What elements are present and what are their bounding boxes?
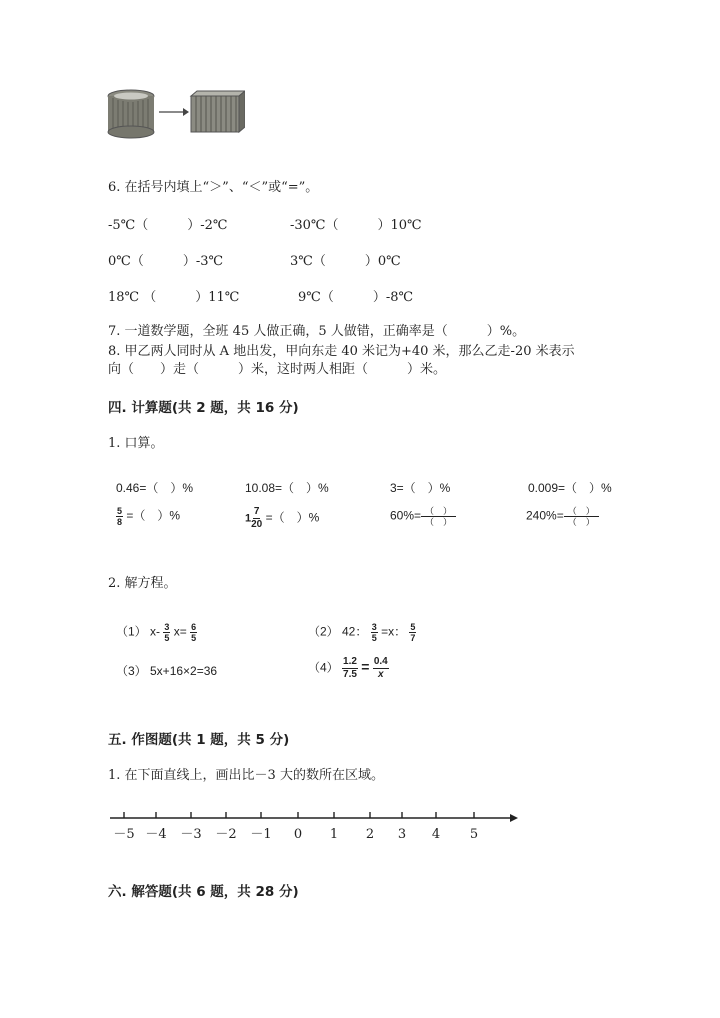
q6-item-3: 0℃（ ）-3℃ (108, 254, 224, 269)
mental-calc-5: $\frac{5}{8}$ =（ ）% (117, 506, 181, 527)
q6-title: 6. 在括号内填上“＞”、“＜”或“=”。 (108, 180, 319, 195)
fraction-7-20: $\frac{7}{20}$ (251, 506, 263, 530)
number-line-label: 1 (329, 827, 339, 842)
number-line-label: －1 (250, 827, 272, 842)
fraction-5-8: $\frac{5}{8}$ (117, 506, 123, 527)
s4-q2-title: 2. 解方程。 (108, 576, 177, 591)
section-4-title: 四. 计算题(共 2 题，共 16 分) (108, 400, 299, 416)
section-5-title: 五. 作图题(共 1 题，共 5 分) (108, 732, 290, 748)
fraction-5-7: $\frac{5}{7}$ (410, 622, 416, 643)
q6-item-4: 3℃（ ）0℃ (290, 254, 401, 269)
q6-item-1: -5℃（ ）-2℃ (108, 218, 228, 233)
number-line-label: －5 (113, 827, 135, 842)
mental-calc-1: 0.46=（ ）% (116, 481, 194, 495)
fraction-1.2-7.5: $\frac{1.2}{7.5}$ (343, 656, 357, 680)
fraction-3-5: $\frac{3}{5}$ (164, 622, 170, 643)
s4-q1-title: 1. 口算。 (108, 436, 164, 451)
number-line-label: －2 (215, 827, 237, 842)
fraction-0.4-x: $\frac{0.4}{x}$ (373, 656, 388, 680)
number-line[interactable] (108, 808, 528, 848)
q6-item-5: 18℃ （ ）11℃ (108, 290, 240, 305)
section-6-title: 六. 解答题(共 6 题，共 28 分) (108, 884, 299, 900)
q6-item-2: -30℃（ ）10℃ (290, 218, 422, 233)
equation-1: （1） x- $\frac{3}{5}$ x= $\frac{6}{5}$ (116, 622, 197, 643)
equation-4: （4） $\frac{1.2}{7.5}$ = $\frac{0.4}{x}$ (308, 656, 388, 680)
mental-calc-7: 60%= （ ） （ ） (390, 506, 456, 527)
blank-fraction: （ ） （ ） (421, 506, 456, 527)
mental-calc-4: 0.009=（ ）% (528, 481, 612, 495)
number-line-label: 0 (293, 827, 303, 842)
equation-2: （2） 42： $\frac{3}{5}$ =x： $\frac{5}{7}$ (308, 622, 416, 643)
number-line-label: －4 (145, 827, 167, 842)
equation-3: （3） 5x+16×2=36 (116, 664, 218, 678)
cylinder-to-stack-figure (105, 88, 245, 140)
mental-calc-8: 240%= （ ） （ ） (526, 506, 599, 527)
mental-calc-6: 1 $\frac{7}{20}$ =（ ）% (245, 506, 320, 530)
q8-line-2: 向（ ）走（ ）米，这时两人相距（ ）米。 (108, 362, 447, 377)
number-line-arrow (510, 814, 518, 822)
s5-q1-text: 1. 在下面直线上，画出比－3 大的数所在区域。 (108, 768, 384, 783)
cylinder-figure-svg (105, 88, 245, 140)
q8-line-1: 8. 甲乙两人同时从 A 地出发，甲向东走 40 米记为+40 米，那么乙走-20 米表示 (108, 344, 575, 359)
number-line-label: 2 (365, 827, 375, 842)
number-line-label: 3 (397, 827, 407, 842)
number-line-svg (108, 808, 528, 848)
q6-item-6: 9℃（ ）-8℃ (298, 290, 414, 305)
mental-calc-2: 10.08=（ ）% (245, 481, 329, 495)
fraction-6-5: $\frac{6}{5}$ (191, 622, 197, 643)
mental-calc-3: 3=（ ）% (390, 481, 451, 495)
q7-text: 7. 一道数学题，全班 45 人做正确，5 人做错，正确率是（ ）%。 (108, 324, 526, 339)
blank-fraction: （ ） （ ） (564, 506, 599, 527)
number-line-label: 4 (431, 827, 441, 842)
number-line-label: 5 (469, 827, 479, 842)
number-line-label: －3 (180, 827, 202, 842)
fraction-3-5: $\frac{3}{5}$ (371, 622, 377, 643)
